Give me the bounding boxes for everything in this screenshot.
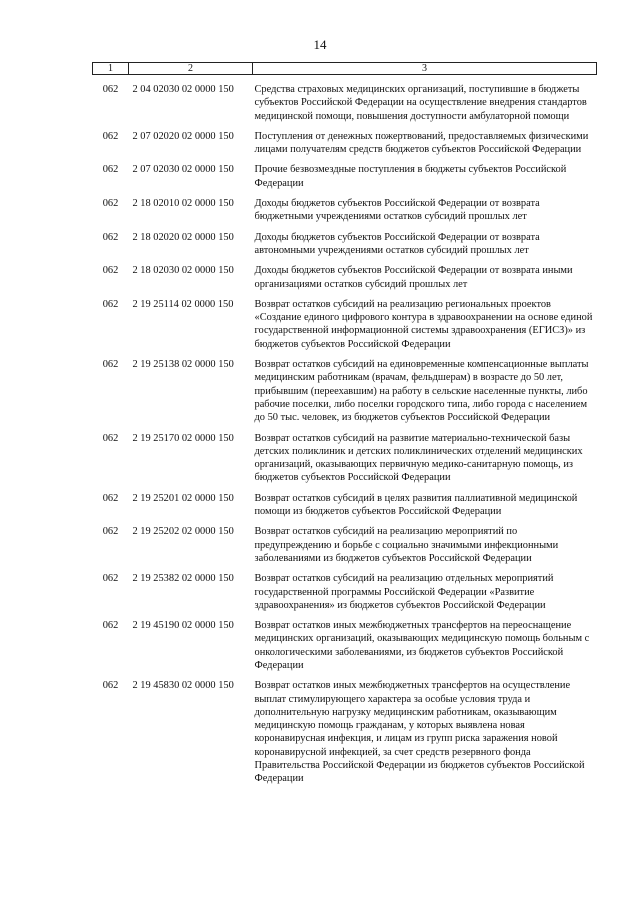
revenue-name-cell: Возврат остатков субсидий в целях развития паллиативной медицинской помощи из бюджетов субъектов Российской Федерации [254,492,578,518]
revenue-name-cell: Возврат остатков иных межбюджетных трансфертов на переоснащение медицинских организаций, оказывающих медицинскую помощь больным с онкологическими заболеваниями, из бюджетов субъектов Российской Федерации [254,620,590,671]
admin-code-cell: 062 [102,198,119,210]
revenue-code-cell: 2 19 25382 02 0000 150 [132,573,234,585]
revenue-code-cell: 2 19 25170 02 0000 150 [132,432,234,444]
revenue-code-cell: 2 19 25202 02 0000 150 [132,526,234,538]
revenue-code-cell: 2 19 25201 02 0000 150 [132,492,234,504]
table-row [93,492,597,526]
revenue-code-cell: 2 19 45190 02 0000 150 [132,620,234,632]
admin-code-cell: 062 [102,680,119,692]
column-header-1: 1 [93,63,129,75]
table-row [93,163,597,197]
admin-code-cell: 062 [102,573,119,585]
revenue-name-cell: Возврат остатков субсидий на реализацию региональных проектов «Создание единого цифрового контура в здравоохранении на основе единой государственной информационной системы здравоохранения (ЕГИСЗ)» из бюджетов субъектов Российской Федерации [254,298,593,350]
revenue-name-cell: Доходы бюджетов субъектов Российской Федерации от возврата бюджетными учреждениями остатков субсидий прошлых лет [254,198,540,223]
revenue-code-cell: 2 07 02020 02 0000 150 [132,130,234,142]
revenue-code-cell: 2 18 02010 02 0000 150 [132,198,234,210]
revenue-name-cell: Средства страховых медицинских организаций, поступившие в бюджеты субъектов Российской Федерации на осуществление внедрения стандартов медицинской помощи, повышения доступности амбулаторной помощи [254,84,587,122]
admin-code-cell: 062 [102,298,119,310]
revenue-name-cell: Доходы бюджетов субъектов Российской Федерации от возврата автономными учреждениями остатков субсидий прошлых лет [254,231,540,256]
table-row [93,358,597,431]
revenue-code-cell: 2 18 02030 02 0000 150 [132,265,234,277]
table-row [93,75,597,130]
revenue-code-cell: 2 04 02030 02 0000 150 [132,84,234,95]
revenue-name-cell: Прочие безвозмездные поступления в бюджеты субъектов Российской Федерации [254,164,567,189]
revenue-name-cell: Возврат остатков субсидий на развитие материально-технической базы детских поликлиник и детских поликлинических отделений медицинских организаций, оказывающих первичную медико-санитарную помощь, из бюджетов субъектов Российской Федерации [254,432,583,484]
revenue-code-cell: 2 19 45830 02 0000 150 [132,680,234,692]
revenue-codes-table [92,62,597,793]
table-row [93,231,597,265]
revenue-code-cell: 2 18 02020 02 0000 150 [132,231,234,243]
revenue-name-cell: Поступления от денежных пожертвований, предоставляемых физическими лицами получателям средств бюджетов субъектов Российской Федерации [254,130,589,156]
table-row [93,679,597,792]
table-row [93,264,597,298]
table-row [93,432,597,492]
admin-code-cell: 062 [102,164,119,176]
admin-code-cell: 062 [102,359,119,371]
revenue-name-cell: Доходы бюджетов субъектов Российской Федерации от возврата иными организациями остатков субсидий прошлых лет [254,265,573,290]
page-number: 14 [313,37,327,52]
revenue-name-cell: Возврат остатков субсидий на единовременные компенсационные выплаты медицинским работникам (врачам, фельдшерам) в возрасте до 50 лет, прибывшим (переехавшим) на работу в сельские населенные пункты, либо рабочие поселки, либо поселки городского типа, либо города с населением до 50 тыс. человек, из бюджетов субъектов Российской Федерации [254,359,589,424]
admin-code-cell: 062 [102,492,119,504]
admin-code-cell: 062 [102,265,119,277]
table-row [93,572,597,619]
revenue-code-cell: 2 19 25114 02 0000 150 [132,298,234,310]
admin-code-cell: 062 [102,620,119,632]
admin-code-cell: 062 [102,432,119,444]
table-header [93,63,597,75]
table-row [93,197,597,231]
column-header-3: 3 [253,63,597,75]
table-row [93,525,597,572]
revenue-code-cell: 2 07 02030 02 0000 150 [132,164,234,176]
table-row [93,619,597,679]
table-row [93,298,597,358]
column-header-2: 2 [129,63,253,75]
admin-code-cell: 062 [102,526,119,538]
admin-code-cell: 062 [102,130,119,142]
admin-code-cell: 062 [102,231,119,243]
table-body [93,75,597,793]
revenue-name-cell: Возврат остатков субсидий на реализацию мероприятий по предупреждению и борьбе с социально значимыми инфекционными заболеваниями из бюджетов субъектов Российской Федерации [254,526,559,564]
revenue-code-cell: 2 19 25138 02 0000 150 [132,359,234,371]
table-row [93,130,597,164]
admin-code-cell: 062 [102,84,119,95]
revenue-name-cell: Возврат остатков иных межбюджетных трансфертов на осуществление выплат стимулирующего характера за особые условия труда и дополнительную нагрузку медицинским работникам, оказывающим медицинскую помощь гражданам, у которых выявлена новая коронавирусная инфекция, и лицам из групп риска заражения новой коронавирусной инфекцией, за счет средств резервного фонда Правительства Российской Федерации из бюджетов субъектов Российской Федерации [254,680,585,785]
revenue-name-cell: Возврат остатков субсидий на реализацию отдельных мероприятий государственной программы Российской Федерации «Развитие здравоохранения» из бюджетов субъектов Российской Федерации [254,573,554,611]
table-header-row [93,63,597,75]
